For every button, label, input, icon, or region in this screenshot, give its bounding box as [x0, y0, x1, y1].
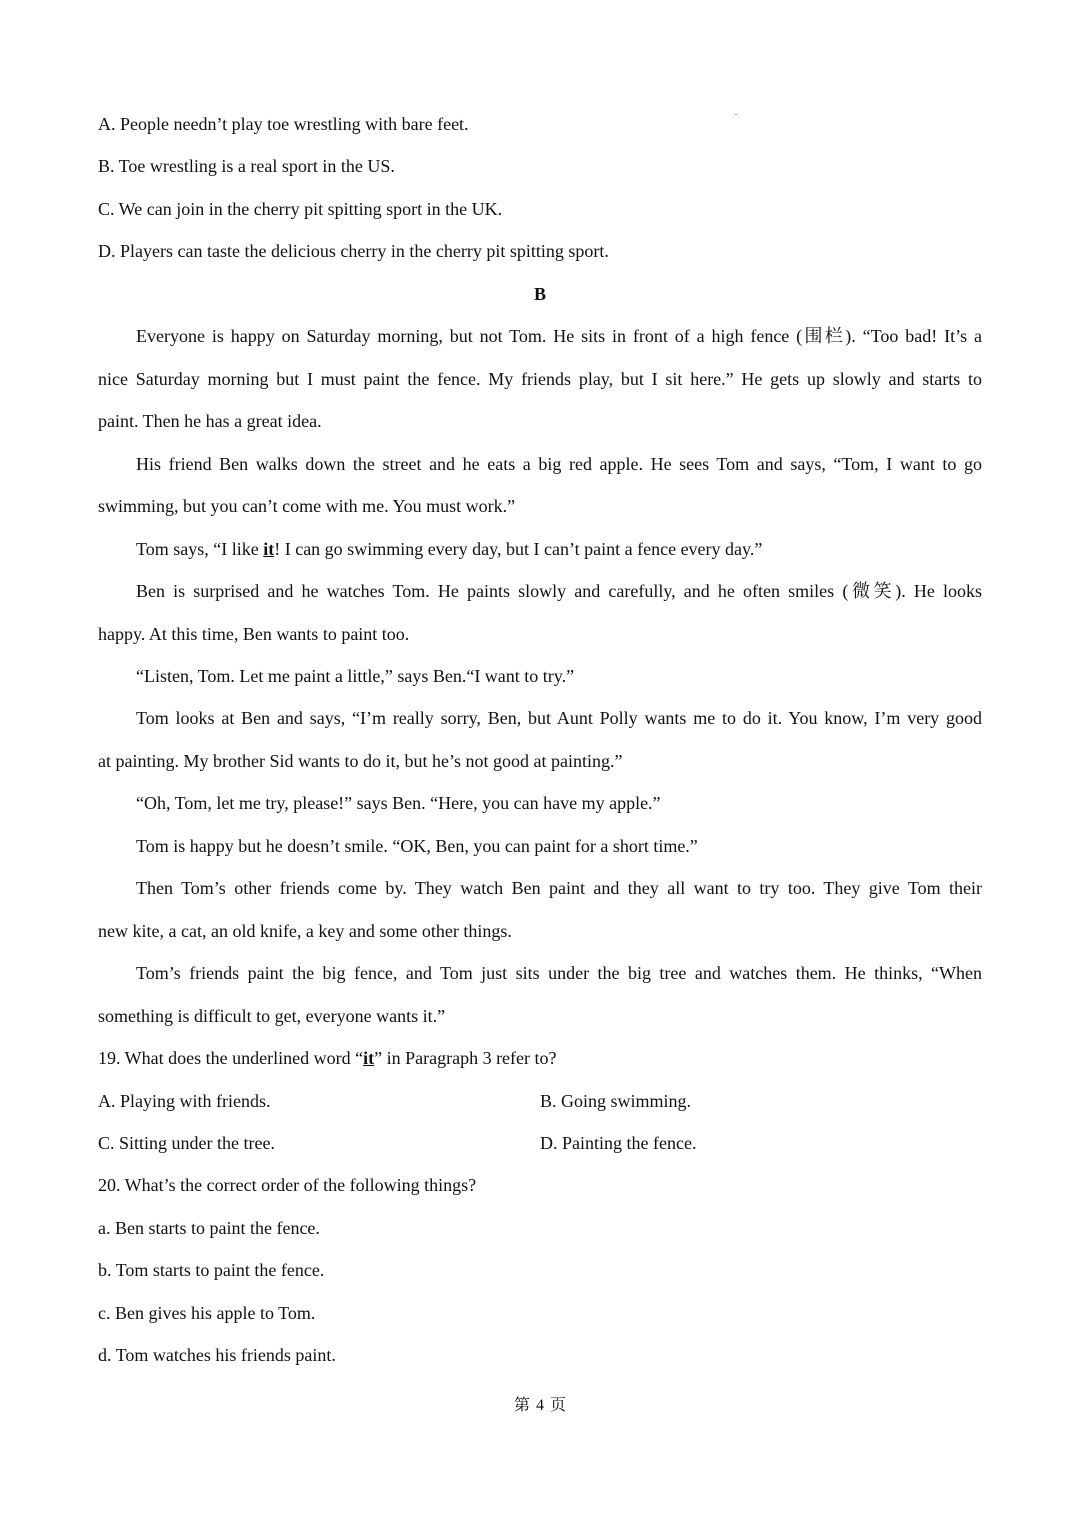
passage-p1-line1: Everyone is happy on Saturday morning, but not Tom. He sits in front of a high fence (围栏). “Too bad! It’s a [136, 326, 982, 346]
q18-option-b: B. Toe wrestling is a real sport in the US. [98, 156, 395, 176]
q20-item-a: a. Ben starts to paint the fence. [98, 1218, 320, 1238]
passage-p10-line2: something is difficult to get, everyone wants it.” [98, 1006, 446, 1026]
q19-option-a: A. Playing with friends. [98, 1091, 271, 1111]
q19-stem-before: 19. What does the underlined word “ [98, 1048, 364, 1068]
q19-stem [98, 1047, 557, 1069]
q19-underlined-word: it [363, 1048, 375, 1068]
passage-p9-line1: Then Tom’s other friends come by. They watch Ben paint and they all want to try too. They give Tom their [136, 878, 982, 898]
passage-p7: “Oh, Tom, let me try, please!” says Ben. “Here, you can have my apple.” [136, 793, 661, 813]
q20-stem: 20. What’s the correct order of the following things? [98, 1175, 477, 1195]
footer-suffix: 页 [550, 1397, 567, 1414]
q20-item-b: b. Tom starts to paint the fence. [98, 1260, 325, 1280]
q19-stem-after: ” in Paragraph 3 refer to? [374, 1048, 557, 1068]
q18-option-c: C. We can join in the cherry pit spitting sport in the UK. [98, 199, 503, 219]
q19-option-b: B. Going swimming. [540, 1091, 692, 1111]
passage-p6-line2: at painting. My brother Sid wants to do it, but he’s not good at painting.” [98, 751, 623, 771]
passage-p3-after: ! I can go swimming every day, but I can’t paint a fence every day.” [274, 539, 763, 559]
passage-p4-line2: happy. At this time, Ben wants to paint too. [98, 624, 410, 644]
passage-p2-line2: swimming, but you can’t come with me. You must work.” [98, 496, 516, 516]
passage-p4-line1: Ben is surprised and he watches Tom. He paints slowly and carefully, and he often smiles (微笑). He looks [136, 581, 982, 601]
q19-option-c: C. Sitting under the tree. [98, 1133, 275, 1153]
q18-option-a: A. People needn’t play toe wrestling with bare feet. [98, 114, 469, 134]
passage-p5: “Listen, Tom. Let me paint a little,” says Ben.“I want to try.” [136, 666, 575, 686]
page-number: 4 [536, 1397, 544, 1414]
page-footer [0, 1396, 1080, 1416]
passage-p6-line1: Tom looks at Ben and says, “I’m really sorry, Ben, but Aunt Polly wants me to do it. You know, I’m very good [136, 708, 982, 728]
q18-option-d: D. Players can taste the delicious cherry in the cherry pit spitting sport. [98, 241, 609, 261]
q19-option-d: D. Painting the fence. [540, 1133, 697, 1153]
passage-p9-line2: new kite, a cat, an old knife, a key and some other things. [98, 921, 512, 941]
footer-prefix: 第 [513, 1397, 530, 1414]
passage-p3 [136, 538, 762, 560]
section-title: B [533, 284, 546, 304]
passage-p2-line1: His friend Ben walks down the street and he eats a big red apple. He sees Tom and says, “Tom, I want to go [136, 454, 982, 474]
passage-p1-line2: nice Saturday morning but I must paint the fence. My friends play, but I sit here.” He gets up slowly and starts to [98, 369, 982, 389]
passage-p8: Tom is happy but he doesn’t smile. “OK, Ben, you can paint for a short time.” [136, 836, 698, 856]
passage-p1-line3: paint. Then he has a great idea. [98, 411, 322, 431]
q20-item-d: d. Tom watches his friends paint. [98, 1345, 336, 1365]
passage-p10-line1: Tom’s friends paint the big fence, and Tom just sits under the big tree and watches them. He thinks, “When [136, 963, 982, 983]
scan-speck [735, 114, 737, 115]
underlined-word-it: it [263, 539, 275, 559]
passage-p3-before: Tom says, “I like [136, 539, 264, 559]
q20-item-c: c. Ben gives his apple to Tom. [98, 1303, 316, 1323]
